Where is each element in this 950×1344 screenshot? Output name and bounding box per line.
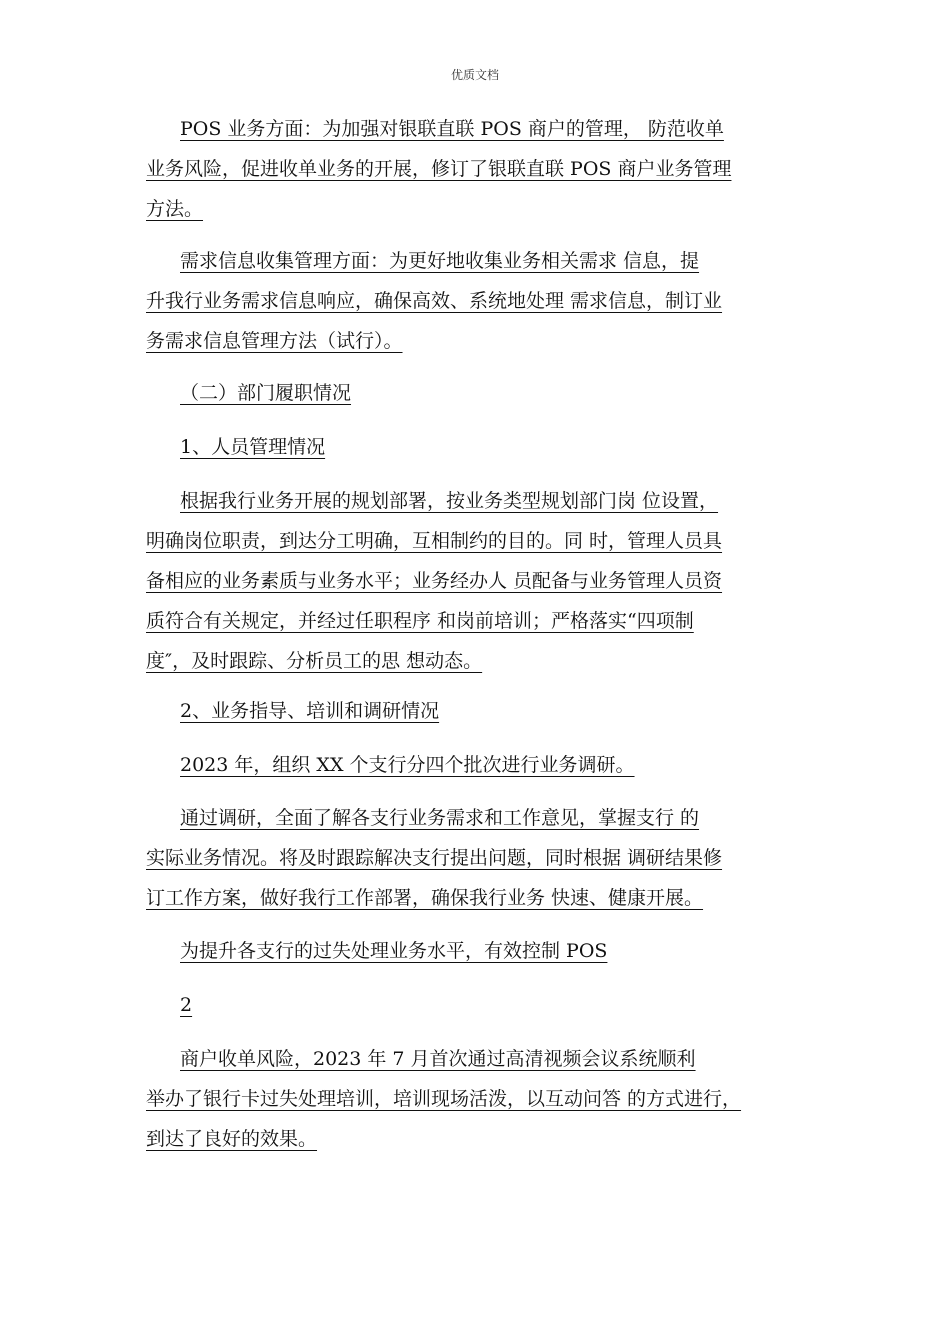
paragraph-pos-business: [146, 109, 826, 229]
paragraph-research-2023: [146, 745, 826, 785]
text-line: 备相应的业务素质与业务水平；业务经办人 员配备与业务管理人员资: [146, 570, 723, 592]
text-line: 明确岗位职责，到达分工明确，互相制约的目的。同 时，管理人员具: [146, 530, 723, 552]
text-line: 业务风险，促进收单业务的开展，修订了银联直联 POS 商户业务管理: [146, 158, 732, 180]
text-line: 通过调研，全面了解各支行业务需求和工作意见，掌握支行 的: [180, 807, 700, 829]
text-line: 实际业务情况。将及时跟踪解决支行提出问题，同时根据 调研结果修: [146, 847, 723, 869]
text-line: POS 业务方面：为加强对银联直联 POS 商户的管理， 防范收单: [180, 118, 724, 140]
text-line: （二）部门履职情况: [180, 382, 352, 404]
text-line: 需求信息收集管理方面：为更好地收集业务相关需求 信息，提: [180, 250, 700, 272]
text-line: 质符合有关规定，并经过任职程序 和岗前培训；严格落实“四项制: [146, 610, 694, 632]
subsection-heading-personnel: [146, 427, 826, 467]
text-line: 根据我行业务开展的规划部署，按业务类型规划部门岗 位设置，: [180, 490, 719, 512]
text-line: 到达了良好的效果。: [146, 1128, 318, 1150]
text-line: 2、业务指导、培训和调研情况: [180, 700, 440, 722]
paragraph-error-handling: [146, 931, 826, 971]
paragraph-demand-info: [146, 241, 826, 361]
text-line: 务需求信息管理方法（试行）。: [146, 330, 403, 352]
text-line: 2: [180, 994, 193, 1016]
paragraph-training: [146, 1039, 826, 1159]
text-line: 商户收单风险，2023 年 7 月首次通过高清视频会议系统顺利: [180, 1048, 696, 1070]
text-line: 升我行业务需求信息响应，确保高效、系统地处理 需求信息，制订业: [146, 290, 723, 312]
paragraph-personnel: [146, 481, 826, 681]
text-line: 1、人员管理情况: [180, 436, 326, 458]
section-heading-duties: [146, 373, 826, 413]
text-line: 为提升各支行的过失处理业务水平，有效控制 POS: [180, 940, 608, 962]
text-line: 订工作方案，做好我行工作部署，确保我行业务 快速、健康开展。: [146, 887, 704, 909]
text-line: 方法。: [146, 198, 204, 220]
page-header: 优质文档: [450, 68, 499, 82]
text-line: 2023 年，组织 XX 个支行分四个批次进行业务调研。: [180, 754, 635, 776]
subsection-heading-guidance: [146, 691, 826, 731]
text-line: 度″，及时跟踪、分析员工的思 想动态。: [146, 650, 483, 672]
paragraph-research-results: [146, 798, 826, 918]
page-number: [146, 985, 826, 1025]
text-line: 举办了银行卡过失处理培训，培训现场活泼，以互动问答 的方式进行，: [146, 1088, 742, 1110]
